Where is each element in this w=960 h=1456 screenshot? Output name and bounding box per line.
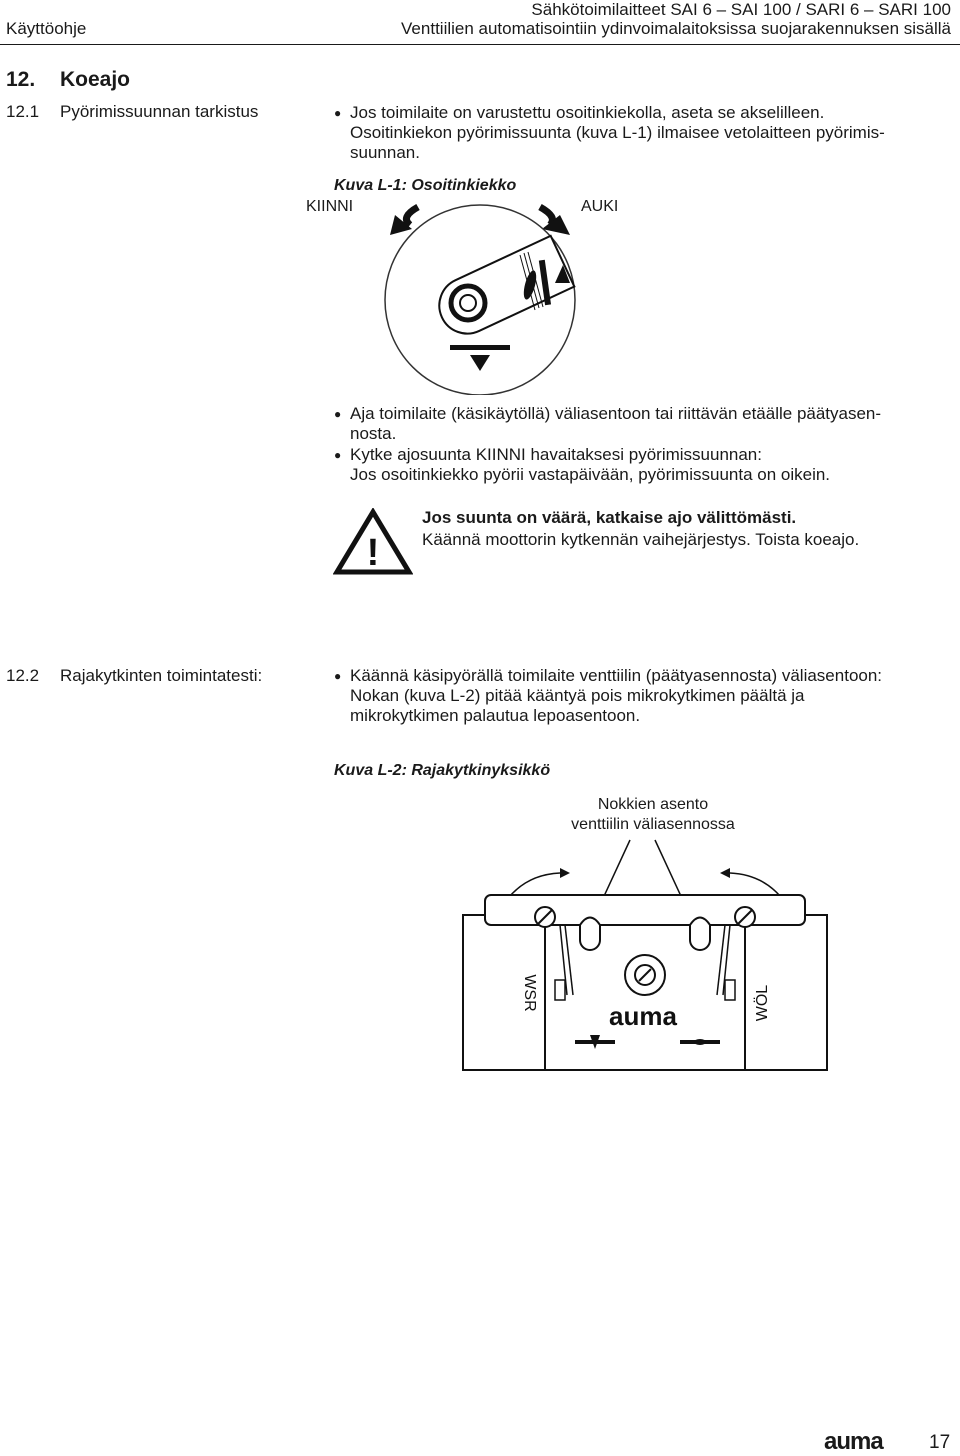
bullet-limit-switch-test (334, 666, 944, 726)
disc-pointer (430, 236, 574, 343)
unit-logo: auma (609, 1001, 677, 1031)
section-number: 12. (6, 68, 36, 91)
footer-logo: auma (824, 1428, 883, 1455)
limit-switch-unit-figure (455, 835, 835, 1075)
text-line: nosta. (350, 424, 397, 443)
arrow-ccw-icon (390, 207, 418, 235)
indicator-disc-figure (370, 195, 600, 395)
text-line: Aja toimilaite (käsikäytöllä) väliasentoon tai riittävän etäälle päätyasen- (350, 404, 882, 423)
label-wol: WÖL (754, 984, 771, 1022)
text-line: venttiilin väliasennossa (571, 816, 735, 833)
subsection-number-12-2: 12.2 (6, 666, 40, 685)
subsection-title-12-1: Pyörimissuunnan tarkistus (60, 102, 259, 121)
bullet-dot: ● (334, 407, 342, 421)
text-line: Osoitinkiekon pyörimissuunta (kuva L-1) ilmaisee vetolaitteen pyörimis- (350, 123, 885, 142)
subsection-title-12-2: Rajakytkinten toimintatesti: (60, 666, 263, 685)
text-line: Jos toimilaite on varustettu osoitinkiekolla, aseta se akselilleen. (350, 103, 825, 122)
warning-mark: ! (366, 532, 380, 574)
text-line: Käännä käsipyörällä toimilaite venttiilin (päätyasennosta) väliasentoon: (350, 666, 883, 685)
warning-triangle-icon (333, 508, 413, 576)
bullet-dot: ● (334, 448, 342, 462)
text-line: suunnan. (350, 143, 420, 162)
text-line: Jos osoitinkiekko pyörii vastapäivään, pyörimissuunta on oikein. (350, 465, 831, 484)
bullet-run-mid-position (334, 404, 944, 444)
text-line: Nokan (kuva L-2) pitää kääntyä pois mikrokytkimen päältä ja (350, 686, 805, 705)
warning-block (422, 508, 859, 550)
text-line: mikrokytkimen palautua lepoasentoon. (350, 706, 641, 725)
subsection-number-12-1: 12.1 (6, 102, 40, 121)
figure-note (568, 795, 738, 835)
bullet-install-disc (334, 103, 944, 163)
label-wsr: WSR (521, 974, 538, 1012)
header-rule (0, 44, 960, 45)
page-number: 17 (929, 1432, 951, 1453)
figure-caption-l1: Kuva L-1: Osoitinkiekko (334, 177, 517, 194)
label-closed: KIINNI (306, 198, 354, 215)
warning-title: Jos suunta on väärä, katkaise ajo välittömästi. (422, 508, 797, 527)
figure-caption-l2: Kuva L-2: Rajakytkinyksikkö (334, 762, 551, 779)
warning-text: Käännä moottorin kytkennän vaihejärjestys. Toista koeajo. (422, 530, 860, 549)
text-line: Nokkien asento (597, 796, 709, 813)
doc-title-line2: Venttiilien automatisointiin ydinvoimalaitoksissa suojarakennuksen sisällä (401, 19, 951, 38)
doc-type: Käyttöohje (6, 19, 87, 38)
label-open: AUKI (581, 198, 619, 215)
bullet-switch-direction (334, 445, 944, 485)
text-line: Kytke ajosuunta KIINNI havaitaksesi pyörimissuunnan: (350, 445, 762, 464)
section-title: Koeajo (60, 68, 131, 91)
doc-title-line1: Sähkötoimilaitteet SAI 6 – SAI 100 / SARI 6 – SARI 100 (531, 0, 951, 19)
bullet-dot: ● (334, 669, 342, 683)
doc-title (401, 0, 951, 38)
bullet-dot: ● (334, 106, 342, 120)
